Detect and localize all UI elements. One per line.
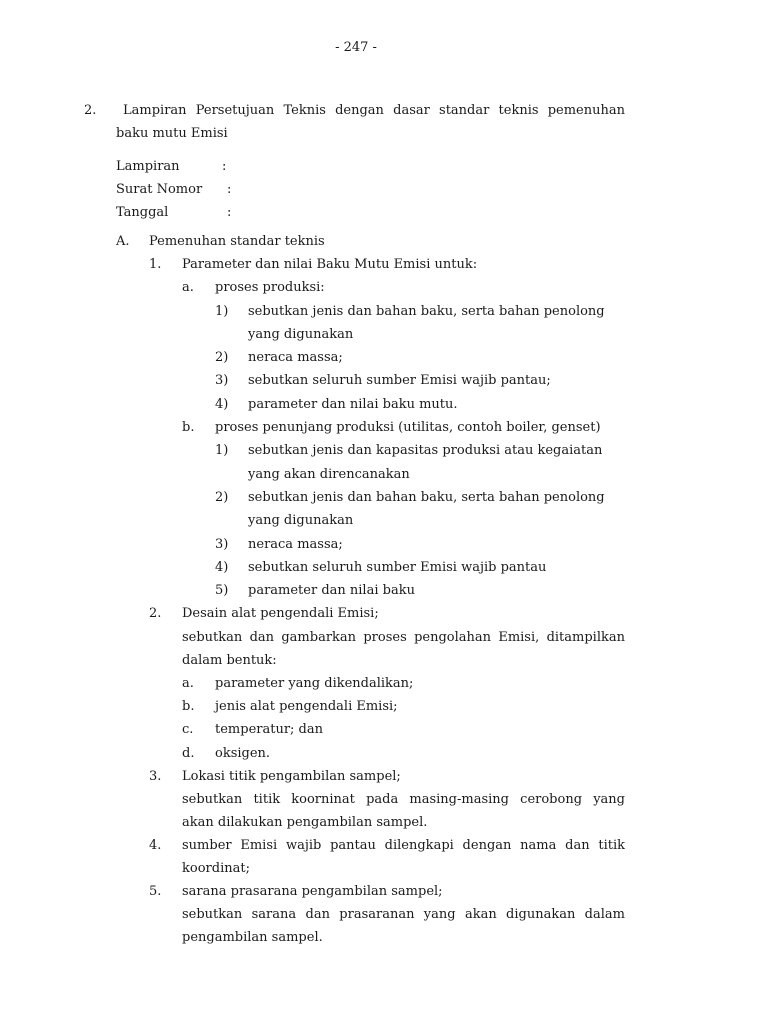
item3-marker: 3. [149,769,162,784]
item1a-3-line1: sebutkan seluruh sumber Emisi wajib pantau; [248,373,551,388]
meta-colon-tanggal: : [227,205,232,220]
item1-text: Parameter dan nilai Baku Mutu Emisi untuk: [182,257,478,272]
item1a-2-line1: neraca massa; [248,350,343,365]
item2-b-text: jenis alat pengendali Emisi; [215,699,398,714]
item1b-1-line2: yang akan direncanakan [248,467,410,482]
item2-desc-line2: dalam bentuk: [182,653,277,668]
item1a-1-marker: 1) [215,304,229,319]
item1-marker: 1. [149,257,162,272]
item5-desc-line2: pengambilan sampel. [182,930,323,945]
item1b-2-line2: yang digunakan [248,513,354,528]
item1b-3-line1: neraca massa; [248,537,343,552]
item1a-4-marker: 4) [215,397,229,412]
item2-title: Desain alat pengendali Emisi; [182,606,379,621]
item2-desc-line1: sebutkan dan gambarkan proses pengolahan Emisi, ditampilkan [182,630,625,645]
meta-label-surat-nomor: Surat Nomor [116,182,203,197]
item3-title: Lokasi titik pengambilan sampel; [182,769,401,784]
section-title-line1: Lampiran Persetujuan Teknis dengan dasar standar teknis pemenuhan [123,103,625,118]
item1b-2-marker: 2) [215,490,229,505]
item5-marker: 5. [149,884,162,899]
item1b-2-line1: sebutkan jenis dan bahan baku, serta bahan penolong [248,490,605,505]
item1a-1-line2: yang digunakan [248,327,354,342]
item1b-3-marker: 3) [215,537,229,552]
section-number: 2. [84,103,97,118]
item2-a-marker: a. [182,676,194,691]
item1b-1-marker: 1) [215,443,229,458]
meta-colon-lampiran: : [222,159,227,174]
page-number: - 247 - [335,40,377,55]
item2-marker: 2. [149,606,162,621]
section-title-line2: baku mutu Emisi [116,126,228,141]
item1b-text: proses penunjang produksi (utilitas, contoh boiler, genset) [215,420,601,435]
item1a-marker: a. [182,280,194,295]
item1a-2-marker: 2) [215,350,229,365]
item5-title: sarana prasarana pengambilan sampel; [182,884,443,899]
item2-a-text: parameter yang dikendalikan; [215,676,414,691]
item2-d-text: oksigen. [215,746,271,761]
item1b-4-line1: sebutkan seluruh sumber Emisi wajib pantau [248,560,547,575]
meta-label-lampiran: Lampiran [116,159,180,174]
item1a-text: proses produksi: [215,280,325,295]
item4-line2: koordinat; [182,861,250,876]
item1b-1-line1: sebutkan jenis dan kapasitas produksi atau kegaiatan [248,443,603,458]
item2-c-marker: c. [182,722,194,737]
item1b-5-marker: 5) [215,583,229,598]
part-a-marker: A. [116,234,130,249]
meta-label-tanggal: Tanggal [116,205,169,220]
item4-line1: sumber Emisi wajib pantau dilengkapi dengan nama dan titik [182,838,625,853]
item4-marker: 4. [149,838,162,853]
item2-c-text: temperatur; dan [215,722,323,737]
item1a-1-line1: sebutkan jenis dan bahan baku, serta bahan penolong [248,304,605,319]
item1b-5-line1: parameter dan nilai baku [248,583,415,598]
item1a-4-line1: parameter dan nilai baku mutu. [248,397,458,412]
item5-desc-line1: sebutkan sarana dan prasaranan yang akan digunakan dalam [182,907,625,922]
item3-desc-line1: sebutkan titik koorninat pada masing-masing cerobong yang [182,792,625,807]
item3-desc-line2: akan dilakukan pengambilan sampel. [182,815,428,830]
item2-d-marker: d. [182,746,195,761]
item1b-marker: b. [182,420,195,435]
part-a-title: Pemenuhan standar teknis [149,234,325,249]
item1b-4-marker: 4) [215,560,229,575]
meta-colon-surat-nomor: : [227,182,232,197]
item2-b-marker: b. [182,699,195,714]
item1a-3-marker: 3) [215,373,229,388]
